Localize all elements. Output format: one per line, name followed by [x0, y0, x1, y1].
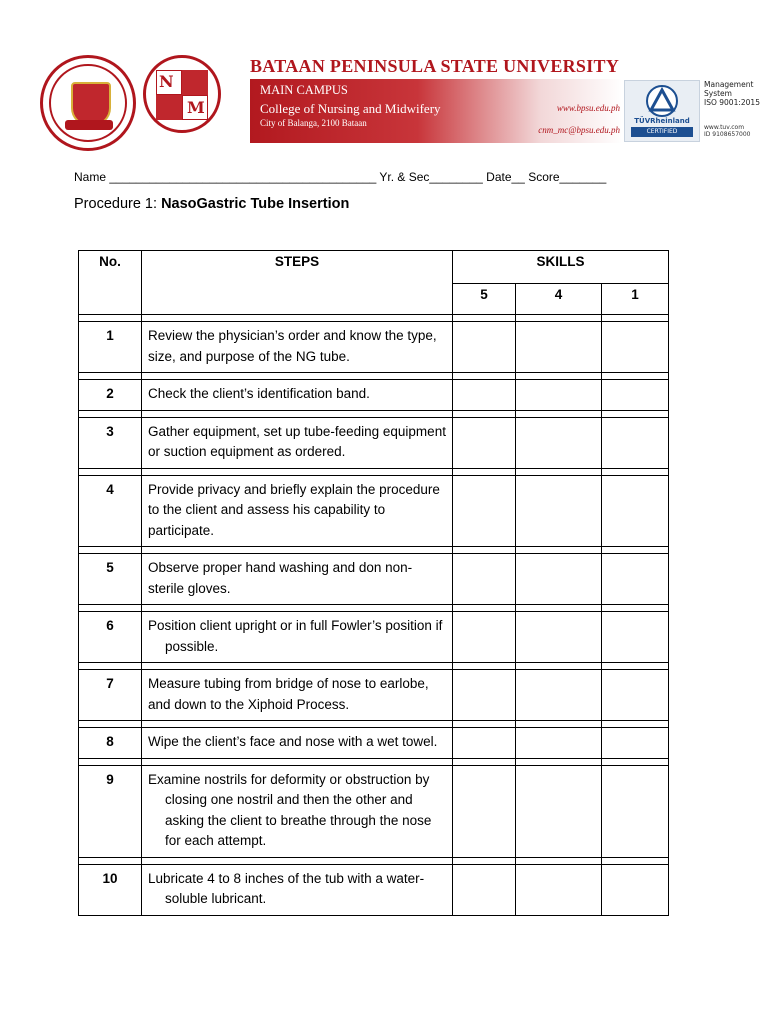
table-row [79, 554, 669, 605]
score-cell-4[interactable] [516, 380, 602, 411]
score-cell-5[interactable] [453, 417, 516, 468]
step-text: Observe proper hand washing and don non-sterile gloves. [142, 554, 453, 605]
header-banner [250, 79, 622, 143]
score-cell-5[interactable] [453, 670, 516, 721]
campus-name: MAIN CAMPUS [260, 83, 348, 97]
cert-details [704, 124, 766, 138]
header-score-1: 1 [602, 284, 669, 315]
seal-banner [65, 120, 113, 130]
student-info-line: Name ________________________________________ Yr. & Sec________ Date__ Score_______ [74, 170, 607, 184]
score-cell-5[interactable] [453, 728, 516, 759]
header-steps: STEPS [142, 251, 453, 315]
college-seal-emblem [156, 70, 208, 120]
procedure-label: Procedure 1: [74, 196, 162, 212]
university-name: BATAAN PENINSULA STATE UNIVERSITY [250, 56, 620, 76]
score-cell-5[interactable] [453, 554, 516, 605]
management-system-info [704, 80, 766, 107]
tuv-triangle-icon [639, 85, 685, 117]
score-cell-1[interactable] [602, 728, 669, 759]
step-text-hanging: Lubricate 4 to 8 inches of the tub with a water-soluble lubricant. [148, 870, 425, 906]
tuv-certification-badge [624, 80, 700, 142]
score-cell-5[interactable] [453, 380, 516, 411]
score-cell-4[interactable] [516, 417, 602, 468]
score-cell-1[interactable] [602, 380, 669, 411]
score-cell-1[interactable] [602, 864, 669, 915]
score-cell-4[interactable] [516, 322, 602, 373]
step-text-hanging: Examine nostrils for deformity or obstruction by closing one nostril and then the other and asking the client to breathe through the nose for each attempt. [148, 771, 432, 848]
score-cell-4[interactable] [516, 670, 602, 721]
score-cell-4[interactable] [516, 554, 602, 605]
mgmt-line2: System [704, 89, 732, 98]
header-no: No. [79, 251, 142, 315]
score-cell-1[interactable] [602, 554, 669, 605]
score-cell-5[interactable] [453, 765, 516, 857]
step-number: 5 [79, 554, 142, 605]
skills-checklist-table [78, 250, 669, 916]
step-number: 8 [79, 728, 142, 759]
tuv-brand: TÜVRheinland [634, 117, 690, 125]
header-skills: SKILLS [453, 251, 669, 284]
table-row [79, 864, 669, 915]
step-text: Provide privacy and briefly explain the procedure to the client and assess his capability to participate. [142, 475, 453, 547]
iso-standard: ISO 9001:2015 [704, 98, 760, 107]
score-cell-1[interactable] [602, 417, 669, 468]
step-number: 6 [79, 612, 142, 663]
table-row [79, 612, 669, 663]
score-cell-5[interactable] [453, 475, 516, 547]
cert-id: ID 9108657000 [704, 131, 751, 138]
college-name: College of Nursing and Midwifery [260, 101, 441, 116]
score-cell-5[interactable] [453, 864, 516, 915]
step-text [142, 612, 453, 663]
seal-letter-m: M [187, 98, 205, 117]
step-text: Check the client’s identification band. [142, 380, 453, 411]
score-cell-1[interactable] [602, 765, 669, 857]
score-cell-4[interactable] [516, 864, 602, 915]
score-cell-1[interactable] [602, 475, 669, 547]
table-row [79, 380, 669, 411]
cert-url: www.tuv.com [704, 124, 745, 131]
step-text [142, 728, 453, 759]
score-cell-5[interactable] [453, 612, 516, 663]
step-number: 1 [79, 322, 142, 373]
college-seal-logo [143, 55, 221, 133]
step-text: Gather equipment, set up tube-feeding equipment or suction equipment as ordered. [142, 417, 453, 468]
step-number: 10 [79, 864, 142, 915]
header-score-4: 4 [516, 284, 602, 315]
step-number: 9 [79, 765, 142, 857]
score-cell-1[interactable] [602, 670, 669, 721]
procedure-heading [74, 196, 349, 212]
table-row [79, 728, 669, 759]
step-text [142, 864, 453, 915]
step-number: 7 [79, 670, 142, 721]
step-number: 3 [79, 417, 142, 468]
step-text: Review the physician’s order and know the type, size, and purpose of the NG tube. [142, 322, 453, 373]
table-row [79, 475, 669, 547]
score-cell-1[interactable] [602, 612, 669, 663]
table-row [79, 417, 669, 468]
step-number: 4 [79, 475, 142, 547]
score-cell-4[interactable] [516, 612, 602, 663]
score-cell-1[interactable] [602, 322, 669, 373]
website-link: www.bpsu.edu.ph [556, 103, 620, 113]
table-row [79, 670, 669, 721]
step-text-hanging: Position client upright or in full Fowler’s position if possible. [148, 618, 443, 654]
campus-address: City of Balanga, 2100 Bataan [260, 118, 367, 128]
seal-letter-n: N [159, 72, 174, 91]
table-row [79, 322, 669, 373]
header-score-5: 5 [453, 284, 516, 315]
table-row [79, 765, 669, 857]
score-cell-5[interactable] [453, 322, 516, 373]
step-text: Measure tubing from bridge of nose to earlobe, and down to the Xiphoid Process. [142, 670, 453, 721]
certified-badge: CERTIFIED [631, 127, 693, 137]
step-number: 2 [79, 380, 142, 411]
step-text-hanging: Wipe the client’s face and nose with a wet towel. [148, 734, 438, 749]
mgmt-line1: Management [704, 80, 754, 89]
procedure-title: NasoGastric Tube Insertion [161, 196, 350, 212]
university-seal-logo [40, 55, 136, 151]
score-cell-4[interactable] [516, 475, 602, 547]
email-address: cnm_mc@bpsu.edu.ph [538, 125, 620, 135]
step-text [142, 765, 453, 857]
score-cell-4[interactable] [516, 728, 602, 759]
score-cell-4[interactable] [516, 765, 602, 857]
